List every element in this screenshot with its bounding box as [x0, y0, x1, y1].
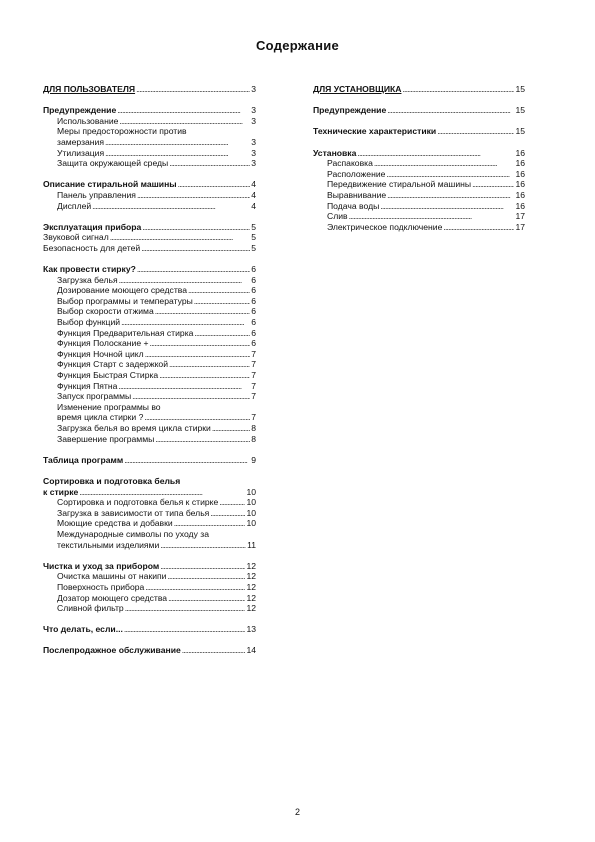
toc-entry-page: 16 [515, 179, 525, 190]
toc-entry-label: Изменение программы во [57, 401, 161, 412]
toc-entry-page: 10 [246, 507, 256, 518]
toc-leader-dots [402, 84, 514, 95]
toc-leader-dots [167, 571, 245, 582]
toc-entry-label: ДЛЯ УСТАНОВЩИКА [313, 84, 402, 94]
toc-entry-page: 4 [251, 189, 256, 200]
toc-leader-dots [386, 169, 514, 180]
toc-section-entry[interactable] [43, 476, 256, 487]
toc-entry-page: 3 [251, 147, 256, 158]
toc-section-entry[interactable] [43, 561, 256, 572]
toc-section-entry[interactable] [43, 84, 256, 95]
toc-entry-page: 3 [251, 136, 256, 147]
toc-entry-page: 6 [251, 274, 256, 285]
toc-entry-page: 12 [246, 603, 256, 614]
toc-entry-label: Загрузка белья во время цикла стирки [57, 423, 211, 433]
toc-entry[interactable] [43, 328, 256, 339]
toc-entry-page: 8 [251, 433, 256, 444]
toc-spacer [313, 116, 525, 127]
toc-leader-dots [119, 116, 250, 127]
toc-entry-label: Функция Быстрая Стирка [57, 370, 159, 381]
toc-leader-dots [125, 603, 246, 614]
toc-entry[interactable] [313, 190, 525, 201]
toc-leader-dots [160, 540, 246, 551]
toc-leader-dots [145, 349, 251, 360]
toc-entry-page: 3 [251, 105, 256, 116]
toc-leader-dots [437, 126, 514, 137]
toc-entry-page: 12 [246, 560, 256, 571]
toc-entry-page: 13 [246, 624, 256, 635]
toc-leader-dots [472, 179, 514, 190]
toc-column-user [43, 84, 256, 656]
toc-entry[interactable] [43, 349, 256, 360]
toc-entry-page: 4 [251, 179, 256, 190]
toc-entry[interactable] [43, 518, 256, 529]
toc-entry-page: 3 [251, 158, 256, 169]
toc-entry-page: 7 [251, 380, 256, 391]
toc-entry-page: 4 [251, 200, 256, 211]
toc-section-entry[interactable] [43, 645, 256, 656]
toc-leader-dots [219, 497, 245, 508]
toc-entry[interactable] [43, 603, 256, 614]
toc-entry-page: 7 [251, 348, 256, 359]
toc-entry-label: Поверхность прибора [57, 581, 145, 592]
toc-leader-dots [194, 328, 250, 339]
toc-entry-label: Защита окружающей среды [57, 158, 169, 169]
toc-entry-page: 12 [246, 592, 256, 603]
toc-entry[interactable] [43, 137, 256, 148]
toc-entry-label: Дозирование моющего средства [57, 285, 188, 296]
toc-leader-dots [132, 391, 250, 402]
toc-entry-label: Предупреждение [313, 105, 387, 116]
toc-entry-page: 11 [247, 539, 256, 550]
toc-spacer [43, 550, 256, 561]
toc-spacer [313, 95, 525, 106]
toc-entry-page: 12 [246, 571, 256, 582]
toc-entry-page: 6 [251, 295, 256, 306]
toc-leader-dots [119, 275, 251, 286]
toc-entry-label: Функция Предварительная стирка [57, 327, 194, 338]
toc-leader-dots [117, 105, 250, 116]
toc-entry-label: Как провести стирку? [43, 264, 136, 275]
toc-spacer [43, 169, 256, 180]
toc-entry-label: Распаковка [327, 158, 373, 169]
toc-leader-dots [357, 148, 514, 159]
toc-leader-dots [194, 296, 250, 307]
toc-section-entry[interactable] [43, 487, 256, 498]
toc-entry-label: Международные символы по уходу за [57, 528, 209, 539]
toc-entry[interactable] [43, 232, 256, 243]
toc-entry-label: Безопасность для детей [43, 242, 141, 253]
toc-spacer [43, 635, 256, 646]
toc-entry[interactable] [43, 381, 256, 392]
toc-entry-page: 10 [246, 497, 256, 508]
toc-entry-page: 17 [515, 221, 525, 232]
toc-leader-dots [159, 370, 250, 381]
toc-entry-page: 6 [251, 264, 256, 275]
toc-spacer [43, 254, 256, 265]
toc-leader-dots [380, 201, 514, 212]
toc-entry[interactable] [313, 211, 525, 222]
toc-entry-label: время цикла стирки ? [57, 412, 144, 423]
toc-entry[interactable] [313, 222, 525, 233]
toc-entry-label: Дисплей [57, 200, 92, 211]
toc-entry-page: 3 [251, 84, 256, 94]
toc-spacer [43, 614, 256, 625]
toc-leader-dots [141, 243, 250, 254]
toc-entry[interactable] [43, 497, 256, 508]
toc-entry[interactable] [43, 275, 256, 286]
toc-entry[interactable] [313, 179, 525, 190]
toc-leader-dots [92, 201, 250, 212]
toc-section-entry[interactable] [43, 624, 256, 635]
toc-leader-dots [79, 487, 245, 498]
toc-leader-dots [144, 412, 250, 423]
toc-entry-page: 16 [515, 158, 525, 169]
toc-entry-page: 6 [251, 306, 256, 317]
toc-section-entry[interactable] [313, 126, 525, 137]
toc-leader-dots [137, 190, 250, 201]
toc-entry-label: Расположение [327, 168, 386, 179]
toc-leader-dots [136, 84, 250, 95]
toc-entry-page: 10 [246, 518, 256, 529]
toc-entry-page: 15 [515, 84, 525, 94]
toc-entry-label: Завершение программы [57, 433, 155, 444]
toc-entry-label: Дозатор моющего средства [57, 592, 168, 603]
toc-spacer [313, 137, 525, 148]
toc-entry[interactable] [43, 593, 256, 604]
toc-entry-page: 5 [251, 242, 256, 253]
toc-entry[interactable] [313, 169, 525, 180]
toc-entry-label: Меры предосторожности против [57, 126, 187, 137]
toc-spacer [43, 95, 256, 106]
toc-entry-label: Выбор программы и температуры [57, 295, 193, 306]
toc-entry-label: Сортировка и подготовка белья к стирке [57, 497, 219, 508]
toc-entry-label: Утилизация [57, 147, 105, 158]
toc-entry-page: 16 [515, 189, 525, 200]
toc-leader-dots [150, 338, 251, 349]
toc-entry[interactable] [43, 243, 256, 254]
toc-entry-label: Звуковой сигнал [43, 232, 109, 243]
toc-entry-label: текстильными изделиями [57, 539, 160, 550]
toc-entry-page: 9 [251, 454, 256, 465]
toc-entry-label: Запуск программы [57, 391, 132, 402]
toc-entry-page: 6 [251, 338, 256, 349]
toc-entry-page: 15 [515, 105, 525, 116]
toc-leader-dots [121, 317, 250, 328]
toc-entry-page: 3 [251, 115, 256, 126]
toc-leader-dots [160, 561, 245, 572]
toc-section-entry[interactable] [313, 105, 525, 116]
toc-entry-label: Моющие средства и добавки [57, 518, 173, 529]
toc-entry-page: 14 [246, 645, 256, 656]
toc-entry-label: Чистка и уход за прибором [43, 560, 160, 571]
toc-entry-label: замерзания [57, 136, 105, 147]
toc-entry-label: Описание стиральной машины [43, 179, 177, 190]
toc-entry-page: 8 [251, 423, 256, 433]
toc-entry[interactable] [43, 508, 256, 519]
toc-leader-dots [137, 264, 250, 275]
toc-leader-dots [212, 423, 250, 434]
toc-entry[interactable] [43, 126, 256, 137]
toc-entry[interactable] [43, 148, 256, 159]
toc-leader-dots [118, 381, 250, 392]
toc-leader-dots [178, 179, 251, 190]
toc-entry[interactable] [43, 582, 256, 593]
toc-entry-page: 17 [515, 211, 525, 222]
toc-entry-page: 7 [251, 412, 256, 423]
toc-entry-page: 12 [246, 581, 256, 592]
toc-entry-label: Послепродажное обслуживание [43, 645, 181, 656]
toc-entry[interactable] [43, 116, 256, 127]
toc-entry[interactable] [43, 402, 256, 413]
toc-leader-dots [168, 593, 245, 604]
toc-entry-label: Предупреждение [43, 105, 117, 116]
toc-entry-page: 7 [251, 391, 256, 402]
toc-entry[interactable] [43, 571, 256, 582]
page-title: Содержание [255, 38, 340, 53]
toc-leader-dots [188, 285, 250, 296]
toc-entry-label: Что делать, если... [43, 624, 123, 635]
toc-entry[interactable] [43, 370, 256, 381]
toc-entry[interactable] [43, 423, 256, 434]
toc-entry-page: 10 [246, 486, 256, 497]
toc-entry[interactable] [43, 529, 256, 540]
toc-entry-label: Технические характеристики [313, 126, 437, 137]
toc-section-entry[interactable] [43, 455, 256, 466]
toc-entry[interactable] [43, 201, 256, 212]
toc-entry[interactable] [43, 434, 256, 445]
toc-entry-label: Функция Пятна [57, 380, 118, 391]
toc-leader-dots [387, 190, 514, 201]
toc-spacer [43, 444, 256, 455]
toc-entry-label: Выбор функций [57, 317, 121, 328]
toc-entry-page: 5 [251, 221, 256, 232]
toc-leader-dots [169, 158, 250, 169]
toc-entry[interactable] [43, 306, 256, 317]
toc-entry-label: Эксплуатация прибора [43, 221, 142, 232]
toc-entry-label: Сливной фильтр [57, 603, 124, 614]
toc-entry-label: Подача воды [327, 200, 380, 211]
toc-entry-label: ДЛЯ ПОЛЬЗОВАТЕЛЯ [43, 84, 136, 94]
toc-leader-dots [124, 455, 250, 466]
toc-entry[interactable] [43, 540, 256, 551]
toc-spacer [43, 465, 256, 476]
toc-entry[interactable] [43, 391, 256, 402]
toc-entry[interactable] [43, 338, 256, 349]
toc-entry-page: 6 [251, 285, 256, 296]
toc-section-entry[interactable] [43, 179, 256, 190]
toc-entry-label: Функция Полоскание + [57, 338, 149, 349]
toc-entry-page: 16 [515, 147, 525, 158]
toc-section-entry[interactable] [313, 148, 525, 159]
toc-entry[interactable] [313, 158, 525, 169]
toc-entry-label: Передвижение стиральной машины [327, 179, 472, 190]
toc-entry[interactable] [43, 285, 256, 296]
toc-leader-dots [182, 645, 246, 656]
toc-entry-page: 16 [515, 168, 525, 179]
toc-section-entry[interactable] [43, 264, 256, 275]
toc-leader-dots [387, 105, 514, 116]
toc-entry[interactable] [43, 296, 256, 307]
toc-entry-page: 6 [251, 317, 256, 328]
toc-entry[interactable] [313, 201, 525, 212]
toc-entry-page: 5 [251, 232, 256, 243]
toc-entry-label: Использование [57, 115, 119, 126]
toc-section-entry[interactable] [313, 84, 525, 95]
toc-leader-dots [110, 232, 251, 243]
toc-entry-label: Загрузка белья [57, 274, 118, 285]
toc-entry-label: Электрическое подключение [327, 221, 443, 232]
toc-leader-dots [142, 222, 250, 233]
toc-entry-label: Выравнивание [327, 189, 387, 200]
toc-leader-dots [374, 158, 515, 169]
toc-entry-page: 6 [251, 327, 256, 338]
page-number: 2 [294, 807, 300, 817]
toc-leader-dots [155, 306, 250, 317]
toc-entry-label: Функция Старт с задержкой [57, 359, 169, 370]
toc-entry[interactable] [43, 190, 256, 201]
toc-leader-dots [155, 434, 250, 445]
toc-entry-label: к стирке [43, 486, 79, 497]
toc-leader-dots [169, 359, 250, 370]
toc-entry-page: 15 [515, 126, 525, 137]
toc-leader-dots [210, 508, 245, 519]
toc-entry[interactable] [43, 359, 256, 370]
toc-leader-dots [349, 211, 515, 222]
toc-leader-dots [105, 148, 250, 159]
toc-entry-page: 7 [251, 370, 256, 381]
toc-entry-label: Функция Ночной цикл [57, 348, 144, 359]
toc-leader-dots [443, 222, 514, 233]
toc-entry-label: Панель управления [57, 189, 136, 200]
toc-column-installer [313, 84, 525, 232]
toc-leader-dots [105, 137, 250, 148]
toc-entry[interactable] [43, 158, 256, 169]
toc-leader-dots [124, 624, 246, 635]
toc-entry-label: Слив [327, 211, 348, 222]
toc-entry-label: Таблица программ [43, 454, 124, 465]
toc-spacer [43, 211, 256, 222]
toc-entry-label: Сортировка и подготовка белья [43, 475, 181, 486]
toc-entry-page: 7 [251, 359, 256, 370]
toc-entry-label: Загрузка в зависимости от типа белья [57, 507, 210, 518]
toc-section-entry[interactable] [43, 105, 256, 116]
toc-entry-label: Очистка машины от накипи [57, 571, 167, 582]
toc-entry-page: 16 [515, 200, 525, 211]
toc-leader-dots [174, 518, 246, 529]
toc-entry-label: Установка [313, 147, 357, 158]
toc-section-entry[interactable] [43, 222, 256, 233]
toc-entry[interactable] [43, 317, 256, 328]
toc-leader-dots [145, 582, 245, 593]
toc-entry[interactable] [43, 412, 256, 423]
toc-entry-label: Выбор скорости отжима [57, 306, 154, 317]
